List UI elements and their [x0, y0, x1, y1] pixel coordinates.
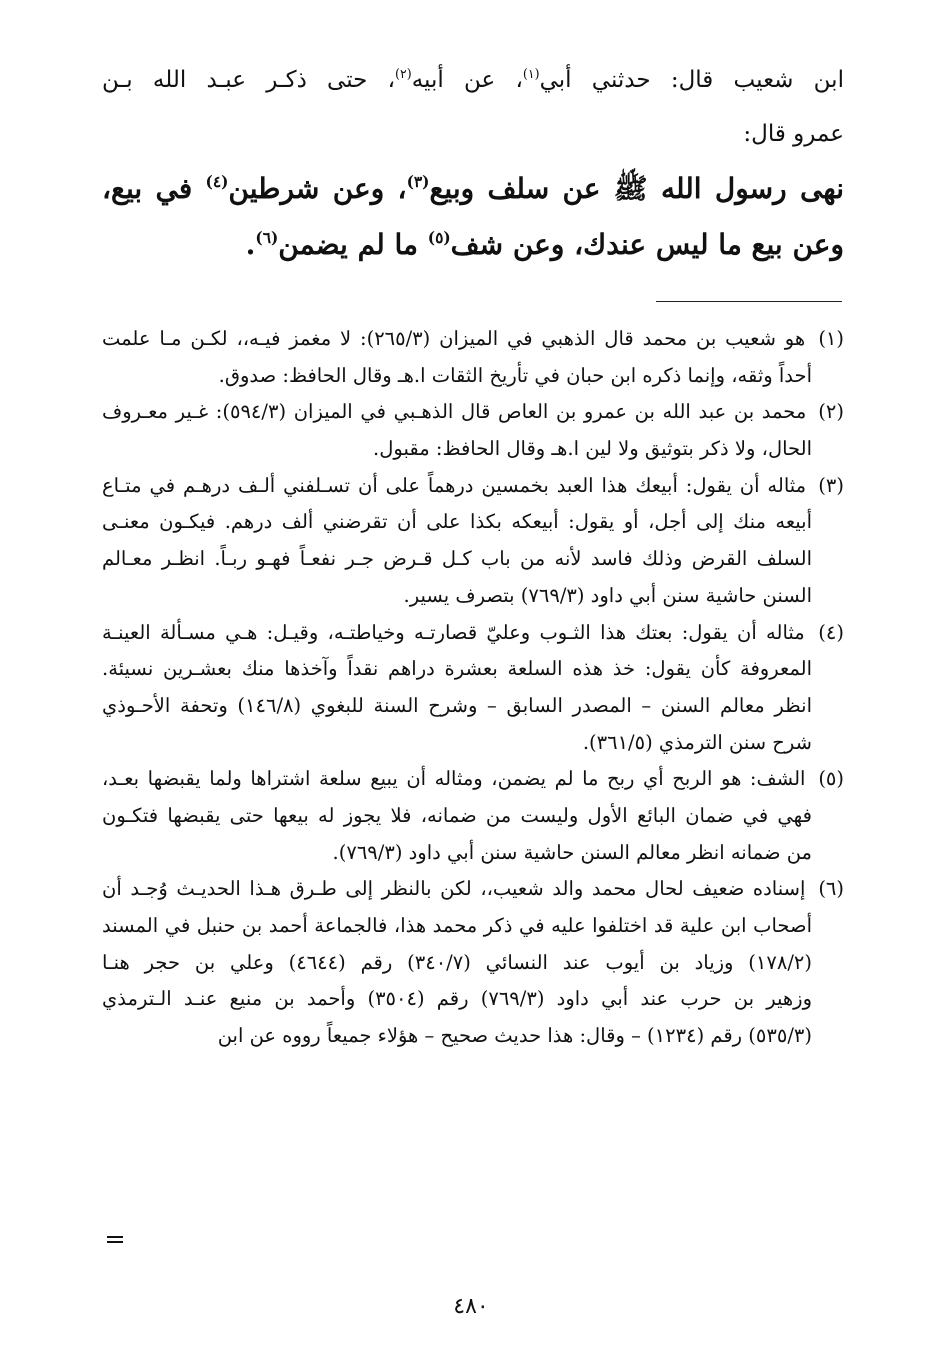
intro-text-c: ، حتى ذكـر عبـد الله بـن	[102, 67, 396, 93]
footnote-ref-6[interactable]: (٦)	[255, 229, 279, 248]
footnote-line: (٤) مثاله أن يقول: بعتك هذا الثـوب وعليّ قصارتـه وخياطتـه، وقيـل: هـي مسـألة العينـة	[102, 615, 844, 652]
footnote-line: السلف القرض وذلك فاسد لأنه من باب كـل قـرض جـر نفعـاً فهـو ربـاً. انظـر معـالم	[102, 547, 812, 571]
footnote-line: (٦) إسناده ضعيف لحال محمد والد شعيب،، لكن بالنظر إلى طـرق هـذا الحديـث وُجـد أن	[102, 871, 844, 908]
hadith-text-b: ، وعن شرطين	[228, 172, 407, 205]
footnote-3	[102, 468, 844, 615]
footnote-line: فهي في ضمان البائع الأول وليست من ضمانه، فلا يجوز له بيعها حتى يقبضها فتكـون	[102, 803, 812, 827]
footnote-6	[102, 871, 844, 1054]
intro-line-2	[102, 116, 844, 152]
footnote-line: أبيعه منك إلى أجل، أو يقول: أبيعكه بكذا على أن تقرضني ألف درهم. فيكـون معنـى	[102, 510, 812, 534]
footnote-line: (٣) مثاله أن يقول: أبيعك هذا العبد بخمسين درهماً على أن تسـلفني ألـف درهـم في متـاع	[102, 468, 844, 505]
hadith-text-c: في بيع،	[102, 172, 206, 205]
footnote-number: (٢)	[818, 400, 844, 424]
footnote-ref-5[interactable]: (٥)	[427, 229, 451, 248]
footnote-line: انظر معالم السنن – المصدر السابق – وشرح السنة للبغوي (١٤٦/٨) وتحفة الأحـوذي	[102, 693, 812, 717]
hadith-text-a: نهى رسول الله ﷺ عن سلف وبيع	[429, 172, 844, 205]
footnote-number: (١)	[818, 327, 844, 350]
footnote-line: (١) هو شعيب بن محمد قال الذهبي في الميزان (٢٦٥/٣): لا مغمز فيـه،، لكـن مـا علمت	[102, 321, 844, 358]
intro-text-d: عمرو قال:	[743, 121, 844, 147]
footnote-number: (٤)	[818, 620, 844, 644]
hadith-line-2	[102, 224, 844, 266]
footnote-number: (٥)	[818, 767, 844, 791]
footnote-ref-2[interactable]: (٢)	[395, 66, 412, 82]
footnote-ref-4[interactable]: (٤)	[205, 173, 229, 192]
footnote-line: (٥٣٥/٣) رقم (١٢٣٤) – وقال: هذا حديث صحيح – هؤلاء جميعاً رووه عن ابن	[217, 1024, 812, 1048]
footnotes	[102, 321, 844, 1055]
footnote-ref-1[interactable]: (١)	[522, 66, 540, 82]
footnote-line: أصحاب ابن علية قد اختلفوا عليه في ذكر محمد هذا، فالجماعة أحمد بن حنبل في المسند	[102, 914, 812, 937]
footnote-line: المعروفة كأن يقول: خذ هذه السلعة بعشرة دراهم نقداً وآخذها منك بعشـرين نسيئة.	[102, 657, 812, 681]
footnote-line: من ضمانه انظر معالم السنن حاشية سنن أبي داود (٧٦٩/٣).	[332, 840, 812, 864]
footnote-line: (٥) الشف: هو الربح أي ربح ما لم يضمن، ومثاله أن يبيع سلعة اشتراها ولما يقبضها بعـد،	[102, 761, 844, 798]
footnote-ref-3[interactable]: (٣)	[406, 173, 430, 192]
footnote-separator	[656, 301, 842, 302]
footnote-number: (٣)	[818, 473, 844, 497]
footnote-line: شرح سنن الترمذي (٣٦١/٥).	[582, 730, 812, 754]
intro-line-1	[102, 62, 844, 98]
footnote-4	[102, 615, 844, 762]
intro-text-a: ابن شعيب قال: حدثني أبي	[539, 67, 844, 93]
footnote-number: (٦)	[818, 877, 844, 901]
hadith-line-1	[102, 168, 844, 210]
footnote-line: السنن حاشية سنن أبي داود (٧٦٩/٣) بتصرف يسير.	[403, 583, 812, 607]
footnote-line: وزهير بن حرب عند أبي داود (٧٦٩/٣) رقم (٣٥٠٤) وأحمد بن منيع عنـد الـترمذي	[102, 987, 812, 1011]
intro-text-b: ، عن أبيه	[411, 67, 523, 93]
footnote-1	[102, 321, 844, 394]
footnote-2	[102, 394, 844, 467]
footnote-line: (٢) محمد بن عبد الله بن عمرو بن العاص قال الذهـبي في الميزان (٥٩٤/٣): غـير معـروف	[102, 394, 844, 431]
footnote-line: أحداً وثقه، وإنما ذكره ابن حبان في تأريخ الثقات ا.هـ وقال الحافظ: صدوق.	[218, 363, 812, 387]
hadith-text-f: .	[245, 228, 256, 261]
page-number: ٤٨٠	[453, 1294, 489, 1319]
hadith-text-e: ما لم يضمن	[278, 228, 428, 261]
footnote-5	[102, 761, 844, 871]
hadith-text-d: وعن بيع ما ليس عندك، وعن شف	[450, 228, 844, 261]
footnote-line: (١٧٨/٢) وزياد بن أيوب عند النسائي (٣٤٠/٧) رقم (٤٦٤٤) وعلي بن حجر هنـا	[102, 950, 812, 974]
continuation-mark	[107, 1236, 123, 1246]
footnote-line: الحال، ولا ذكر بتوثيق ولا لين ا.هـ وقال الحافظ: مقبول.	[373, 437, 812, 461]
